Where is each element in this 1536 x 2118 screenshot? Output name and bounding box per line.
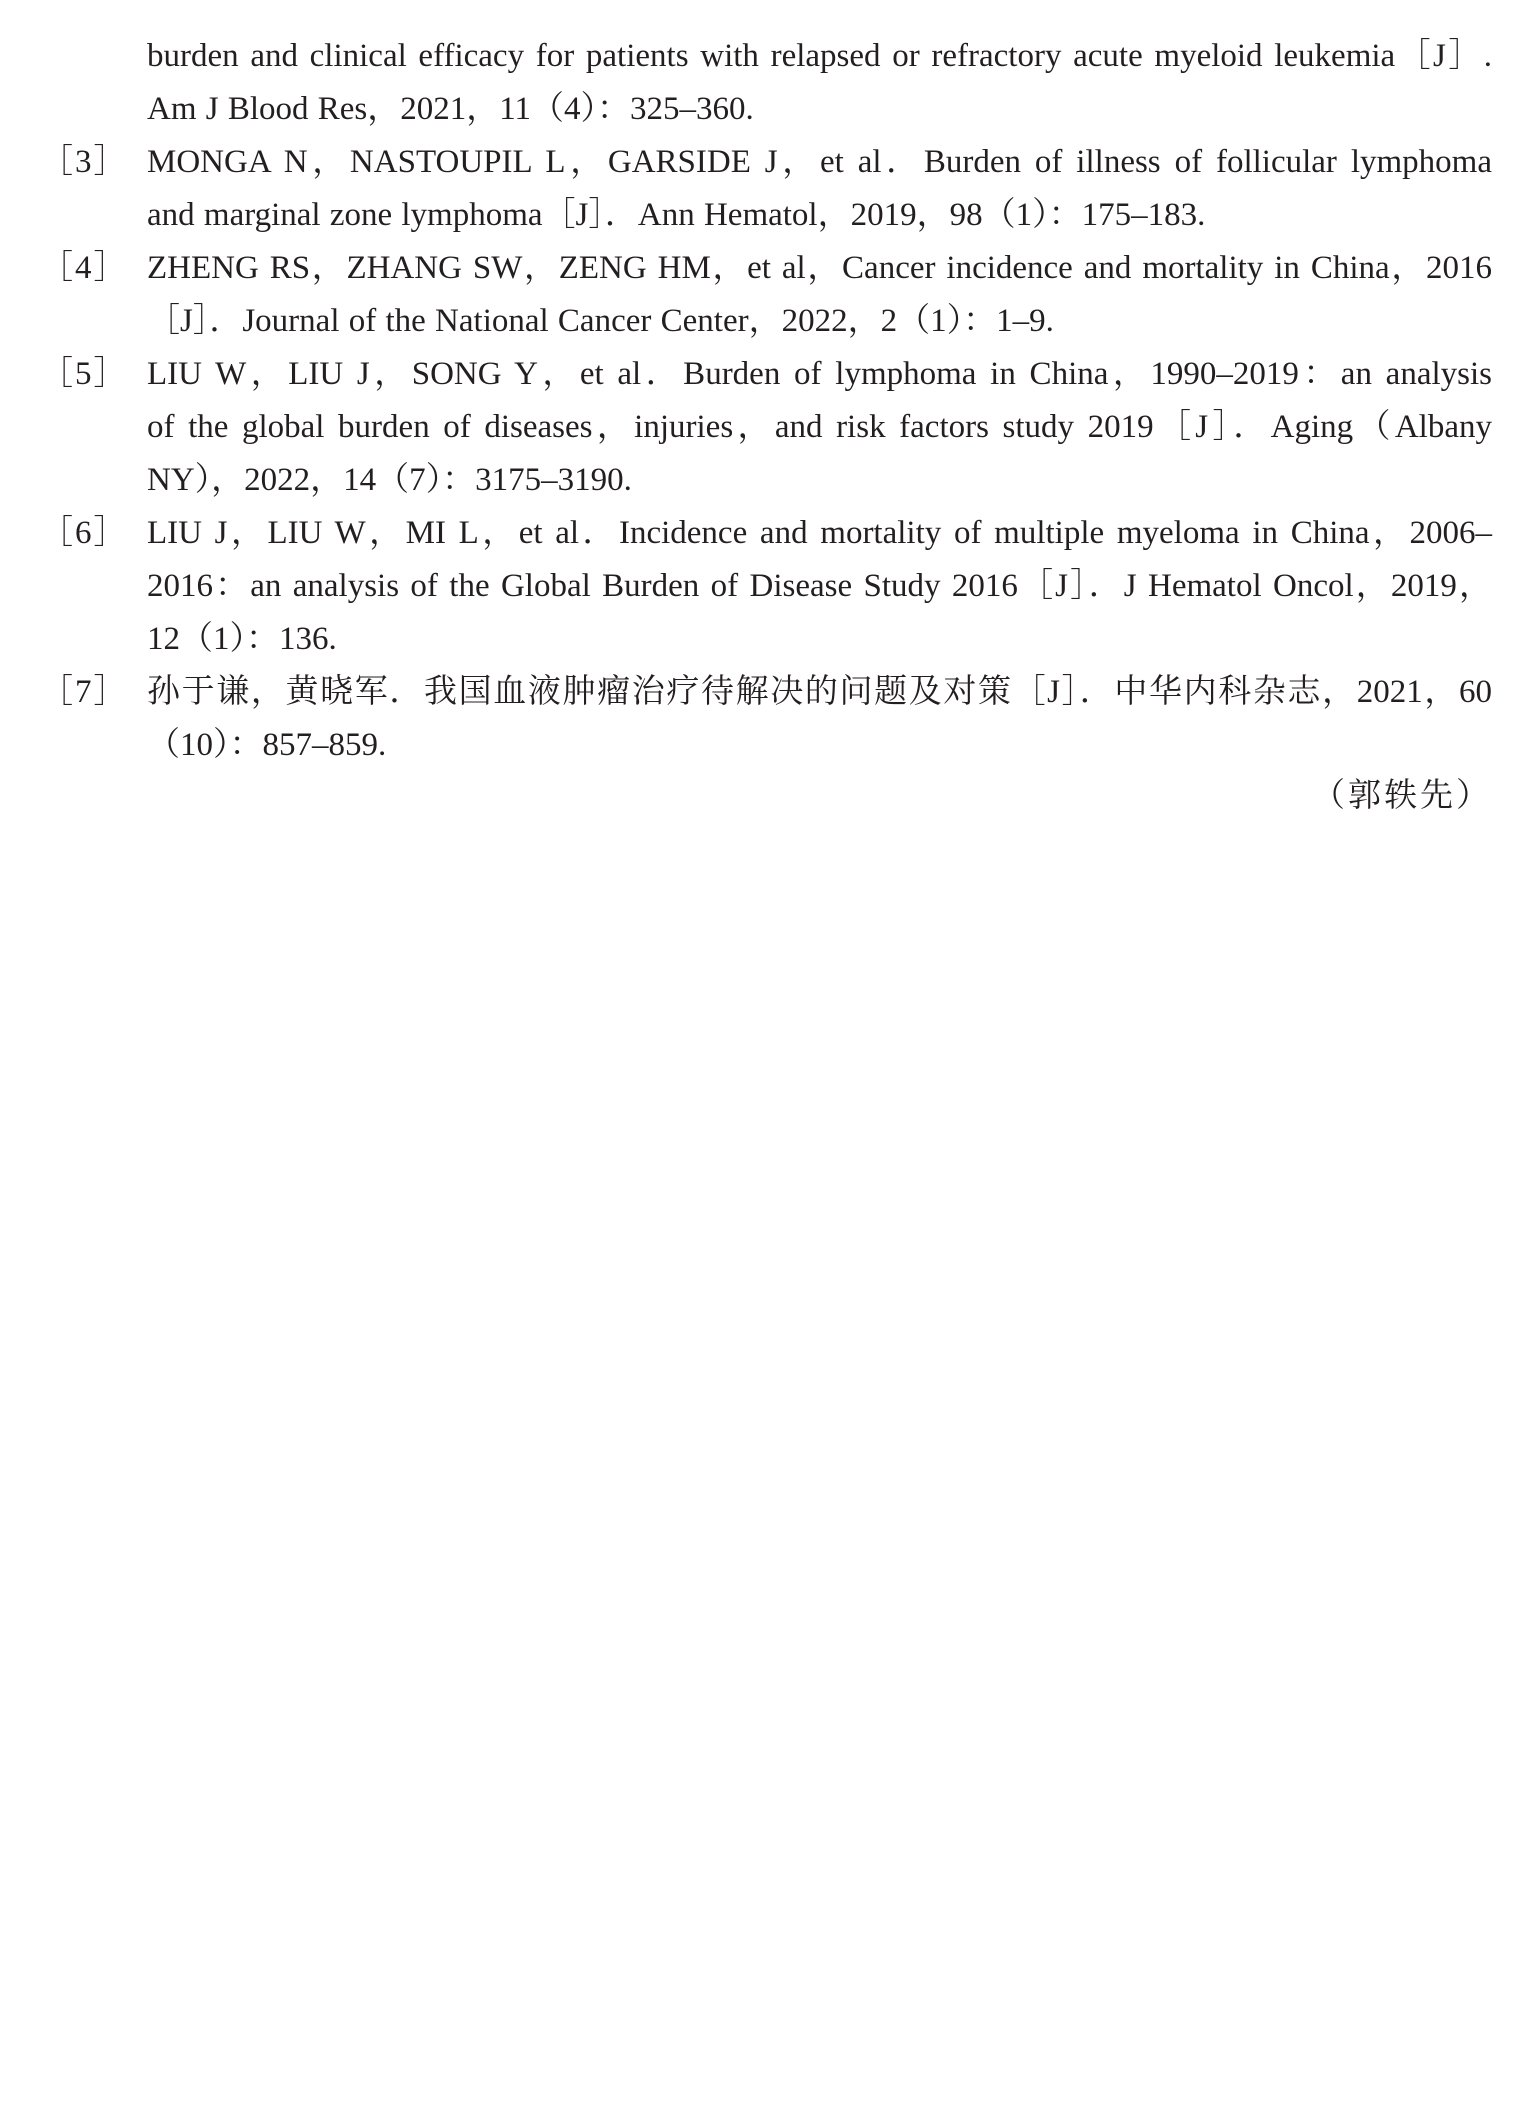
reference-number: ［4］ <box>40 250 129 286</box>
reference-text <box>147 136 1492 242</box>
reference-item-3 <box>40 136 1492 242</box>
reference-number: ［6］ <box>40 515 129 551</box>
reference-line: 2016：an analysis of the Global Burden of Disease Study 2016［J］．J Hematol Oncol，2019， <box>147 568 1493 604</box>
reference-line: （10）：857–859. <box>147 727 387 763</box>
reference-line: Am J Blood Res，2021，11（4）：325–360. <box>147 91 754 127</box>
reference-item-6 <box>40 507 1492 666</box>
reference-text <box>147 242 1492 348</box>
reference-line: LIU J，LIU W，MI L，et al．Incidence and mortality of multiple myeloma in China，2006– <box>147 515 1492 551</box>
reference-line: 孙于谦，黄晓军．我国血液肿瘤治疗待解决的问题及对策［J］．中华内科杂志，2021，60 <box>147 674 1492 710</box>
reference-text <box>147 507 1492 666</box>
reference-line: and marginal zone lymphoma［J］．Ann Hematol，2019，98（1）：175–183. <box>147 197 1206 233</box>
reference-number: ［3］ <box>40 144 129 180</box>
reference-list <box>40 30 1492 772</box>
reference-item-2-continued <box>40 30 1492 136</box>
reference-text <box>147 30 1492 136</box>
author-signature: （郭轶先） <box>1312 778 1492 814</box>
reference-number: ［7］ <box>40 674 129 710</box>
reference-item-4 <box>40 242 1492 348</box>
reference-line: 12（1）：136. <box>147 621 337 657</box>
reference-line: ［J］．Journal of the National Cancer Center，2022，2（1）：1–9. <box>147 303 1054 339</box>
reference-item-5 <box>40 348 1492 507</box>
reference-item-7 <box>40 666 1492 772</box>
reference-line: ZHENG RS，ZHANG SW，ZENG HM，et al，Cancer incidence and mortality in China，2016 <box>147 250 1492 286</box>
reference-line: LIU W，LIU J，SONG Y，et al．Burden of lymphoma in China，1990–2019：an analysis <box>147 356 1492 392</box>
reference-line: of the global burden of diseases，injuries，and risk factors study 2019［J］．Aging（Albany <box>147 409 1492 445</box>
reference-line: NY），2022，14（7）：3175–3190. <box>147 462 632 498</box>
reference-line: burden and clinical efficacy for patients with relapsed or refractory acute myeloid leukemia［J］. <box>147 38 1492 74</box>
reference-number: ［5］ <box>40 356 129 392</box>
reference-line: MONGA N，NASTOUPIL L，GARSIDE J，et al．Burden of illness of follicular lymphoma <box>147 144 1492 180</box>
reference-text <box>147 348 1492 507</box>
reference-text <box>147 666 1492 772</box>
